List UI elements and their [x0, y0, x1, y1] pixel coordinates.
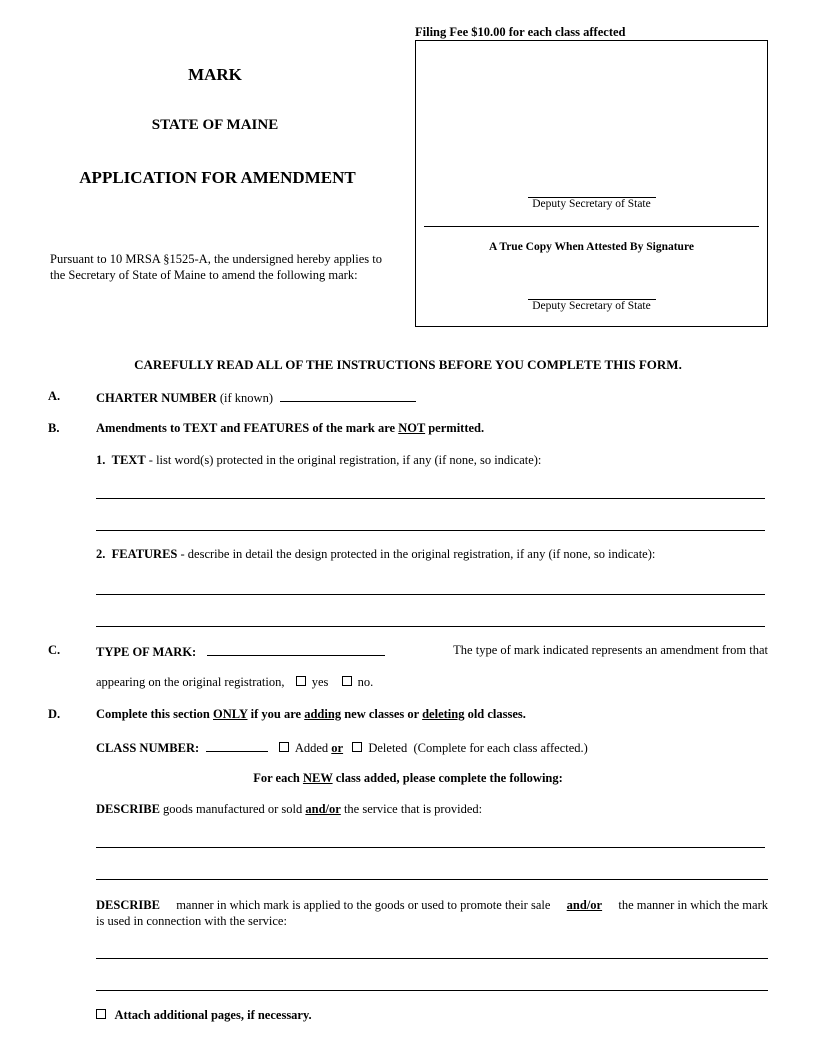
- describe-goods-line-2[interactable]: [96, 879, 768, 880]
- text-item: [96, 453, 541, 468]
- describe-manner-andor: and/or: [566, 898, 603, 912]
- text-item-label: TEXT: [111, 453, 146, 467]
- state-title: STATE OF MAINE: [151, 117, 279, 133]
- features-answer-line-2[interactable]: [96, 626, 765, 627]
- charter-number-label: CHARTER NUMBER: [96, 391, 217, 405]
- section-d-deleting: deleting: [422, 707, 465, 721]
- features-item-label: FEATURES: [111, 547, 178, 561]
- section-d-pre: Complete this section: [96, 707, 210, 721]
- added-checkbox[interactable]: [279, 742, 289, 752]
- section-b-heading: [96, 421, 484, 436]
- section-c-row: [96, 643, 768, 660]
- attach-row: [96, 1008, 312, 1023]
- features-answer-line-1[interactable]: [96, 594, 765, 595]
- new-class-post: class added, please complete the following:: [335, 771, 563, 785]
- describe-goods-post: the service that is provided:: [343, 802, 483, 816]
- section-d-mid2: new classes or: [344, 707, 419, 721]
- type-of-mark-label: TYPE OF MARK:: [96, 645, 197, 659]
- describe-goods-pre: goods manufactured or sold: [163, 802, 303, 816]
- section-d-post: old classes.: [467, 707, 526, 721]
- describe-manner-post: the manner in which the mark: [618, 898, 768, 912]
- deleted-checkbox[interactable]: [352, 742, 362, 752]
- charter-number-field[interactable]: [280, 389, 416, 402]
- section-c-row-2: [96, 675, 373, 690]
- describe-manner-paragraph: [96, 897, 768, 929]
- instructions-heading: CAREFULLY READ ALL OF THE INSTRUCTIONS BEFORE YOU COMPLETE THIS FORM.: [134, 357, 682, 372]
- new-class-pre: For each: [253, 771, 300, 785]
- text-answer-line-2[interactable]: [96, 530, 765, 531]
- text-answer-line-1[interactable]: [96, 498, 765, 499]
- section-c-letter: C.: [48, 643, 61, 657]
- section-b-heading-pre: Amendments to TEXT and FEATURES of the mark are: [96, 421, 396, 435]
- added-label: Added: [294, 741, 329, 755]
- yes-checkbox[interactable]: [296, 676, 306, 686]
- describe-manner-line-2[interactable]: [96, 990, 768, 991]
- section-d-letter: D.: [48, 707, 61, 721]
- describe-manner-line-1[interactable]: [96, 958, 768, 959]
- section-b-heading-not: NOT: [398, 421, 426, 435]
- no-checkbox[interactable]: [342, 676, 352, 686]
- describe-manner-line-1-text: [96, 897, 768, 913]
- class-number-row: [96, 739, 588, 756]
- attach-label: Attach additional pages, if necessary.: [114, 1008, 312, 1022]
- attach-checkbox[interactable]: [96, 1009, 106, 1019]
- type-of-mark-field[interactable]: [207, 643, 385, 656]
- features-item-description: - describe in detail the design protected in the original registration, if any (if none, so indicate):: [180, 547, 656, 561]
- deputy-secretary-label-2: Deputy Secretary of State: [532, 300, 651, 312]
- text-item-description: - list word(s) protected in the original registration, if any (if none, so indicate):: [148, 453, 542, 467]
- new-class-heading: [48, 771, 768, 786]
- describe-manner-line-2-text: is used in connection with the service:: [96, 914, 287, 928]
- section-a-letter: A.: [48, 389, 61, 403]
- class-number-label: CLASS NUMBER:: [96, 741, 200, 755]
- form-title: MARK: [188, 65, 242, 84]
- section-d-only: ONLY: [213, 707, 248, 721]
- describe-goods-line-1[interactable]: [96, 847, 765, 848]
- deleted-label: Deleted: [368, 741, 408, 755]
- complete-note: (Complete for each class affected.): [413, 741, 588, 755]
- features-item: [96, 547, 655, 562]
- no-label: no.: [357, 675, 374, 689]
- describe-manner-label: DESCRIBE: [96, 898, 160, 912]
- filing-fee-label: Filing Fee $10.00 for each class affected: [415, 25, 626, 39]
- describe-goods-andor: and/or: [305, 802, 341, 816]
- type-of-mark-note: The type of mark indicated represents an amendment from that: [453, 643, 768, 657]
- class-number-field[interactable]: [206, 739, 268, 752]
- section-b-letter: B.: [48, 421, 60, 435]
- true-copy-label: A True Copy When Attested By Signature: [489, 241, 694, 253]
- or-label: or: [331, 741, 344, 755]
- divider: [424, 226, 759, 227]
- form-subtitle: APPLICATION FOR AMENDMENT: [79, 168, 356, 187]
- pursuant-text: Pursuant to 10 MRSA §1525-A, the undersigned hereby applies to the Secretary of State of Maine to amend the following mark:: [50, 252, 382, 282]
- section-d-adding: adding: [304, 707, 342, 721]
- text-item-number: 1.: [96, 453, 106, 467]
- charter-number-hint: (if known): [219, 391, 273, 405]
- section-b-heading-post: permitted.: [428, 421, 485, 435]
- describe-goods-row: [96, 802, 482, 817]
- features-item-number: 2.: [96, 547, 106, 561]
- filing-fee-box: [415, 40, 768, 327]
- original-registration-text: appearing on the original registration,: [96, 675, 285, 689]
- describe-goods-label: DESCRIBE: [96, 802, 160, 816]
- section-d-mid1: if you are: [250, 707, 302, 721]
- yes-label: yes: [311, 675, 329, 689]
- deputy-secretary-label-1: Deputy Secretary of State: [532, 198, 651, 210]
- section-d-heading: [96, 707, 526, 722]
- new-class-new: NEW: [302, 771, 333, 785]
- section-a-row: [96, 389, 416, 406]
- describe-manner-pre: manner in which mark is applied to the goods or used to promote their sale: [176, 898, 551, 912]
